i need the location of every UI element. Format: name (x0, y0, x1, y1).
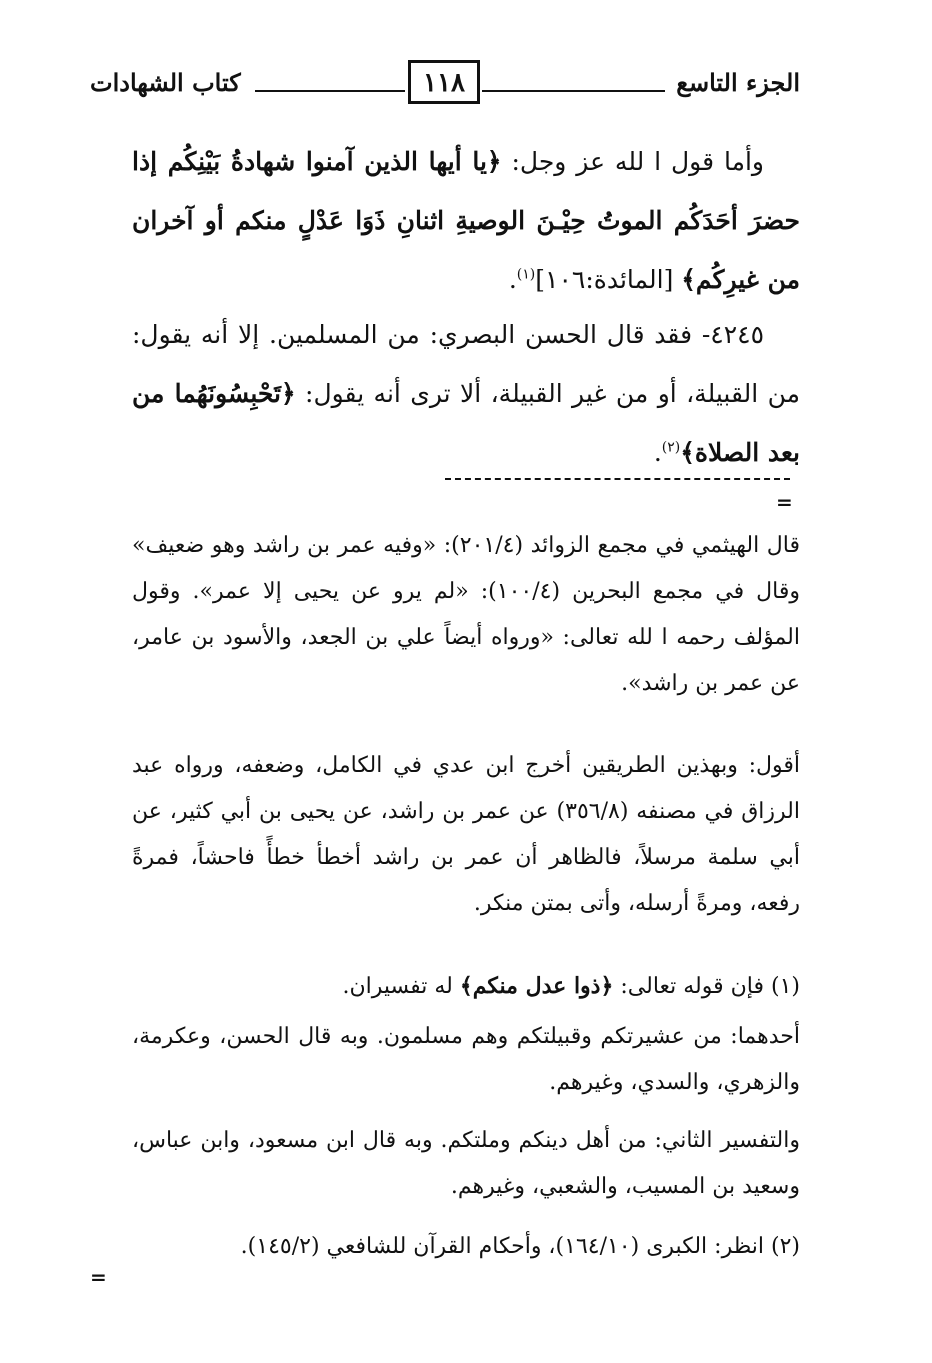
volume-title: الجزء التاسع (676, 68, 800, 97)
footnote-1-suffix: له تفسيران. (342, 974, 460, 999)
book-title: كتاب الشهادات (90, 68, 241, 97)
footnote-1-prefix: (١) فإن قوله تعالى: (613, 974, 800, 999)
para1-intro: وأما قول ا لله عز وجل: (501, 147, 764, 176)
footnote-continued-2: أقول: وبهذين الطريقين أخرج ابن عدي في الكامل، وضعفه، ورواه عبد الرزاق في مصنفه (٣٥٦/٨) عن عمر بن راشد، عن يحيى بن أبي كثير، عن أبي سلمة مرسلاً، فالظاهر أن عمر بن راشد أخطأ خطأً فاحشاً، فمرةً رفعه، ومرةً أرسله، وأتى بمتن منكر. (132, 753, 800, 916)
end-dot-2: . (653, 438, 662, 467)
footnote-marker-1: (١) (516, 266, 536, 283)
quran-verse-2: ﴿تَحْبِسُونَهُما من بعد الصلاة﴾ (132, 379, 800, 467)
footnote-1-interpretation-1: أحدهما: من عشيرتكم وقبيلتكم وهم مسلمون. وبه قال الحسن، وعكرمة، والزهري، والسدي، وغيرهم. (132, 1024, 800, 1095)
page-number: ١١٨ (408, 60, 480, 104)
paragraph-hadith-4245 (132, 305, 800, 482)
separator-mark: = (776, 490, 793, 514)
paragraph-verse-quote (132, 132, 800, 309)
footnote-1-verse: ﴿ذوا عدل منكم﴾ (459, 973, 614, 999)
header-rule-right (482, 90, 665, 92)
page-header (90, 60, 800, 110)
verse-reference: [المائدة:١٠٦] (535, 265, 682, 294)
footnote-1 (132, 963, 800, 1010)
quran-verse: ﴿يا أيها الذين آمنوا شهادةُ بَيْنِكُم إذا حضرَ أحَدَكُم الموتُ حِيْـنَ الوصيةِ اثنانِ ذَوَا عَدْلٍ منكم أو آخران من غيرِكُم﴾ (132, 147, 800, 294)
end-dot-1: . (508, 265, 517, 294)
footnote-marker-2: (٢) (661, 439, 681, 456)
footnote-2: (٢) انظر: الكبرى (١٦٤/١٠)، وأحكام القرآن للشافعي (١٤٥/٢). (240, 1234, 800, 1259)
footnote-separator (445, 478, 790, 480)
header-rule-left (255, 90, 405, 92)
footer-mark: = (90, 1265, 107, 1289)
footnote-1-interpretation-2: والتفسير الثاني: من أهل دينكم وملتكم. وبه قال ابن مسعود، وابن عباس، وسعيد بن المسيب، والشعبي، وغيرهم. (132, 1128, 800, 1199)
footnote-continued-1: قال الهيثمي في مجمع الزوائد (٢٠١/٤): «وفيه عمر بن راشد وهو ضعيف» وقال في مجمع البحرين (١٠٠/٤): «لم يرو عن يحيى إلا عمر». وقول المؤلف رحمه ا لله تعالى: «ورواه أيضاً علي بن الجعد، والأسود بن عامر، عن عمر بن راشد». (132, 533, 800, 696)
para2-text: ٤٢٤٥- فقد قال الحسن البصري: من المسلمين. إلا أنه يقول: من القبيلة، أو من غير القبيلة، ألا ترى أنه يقول: (132, 320, 800, 408)
